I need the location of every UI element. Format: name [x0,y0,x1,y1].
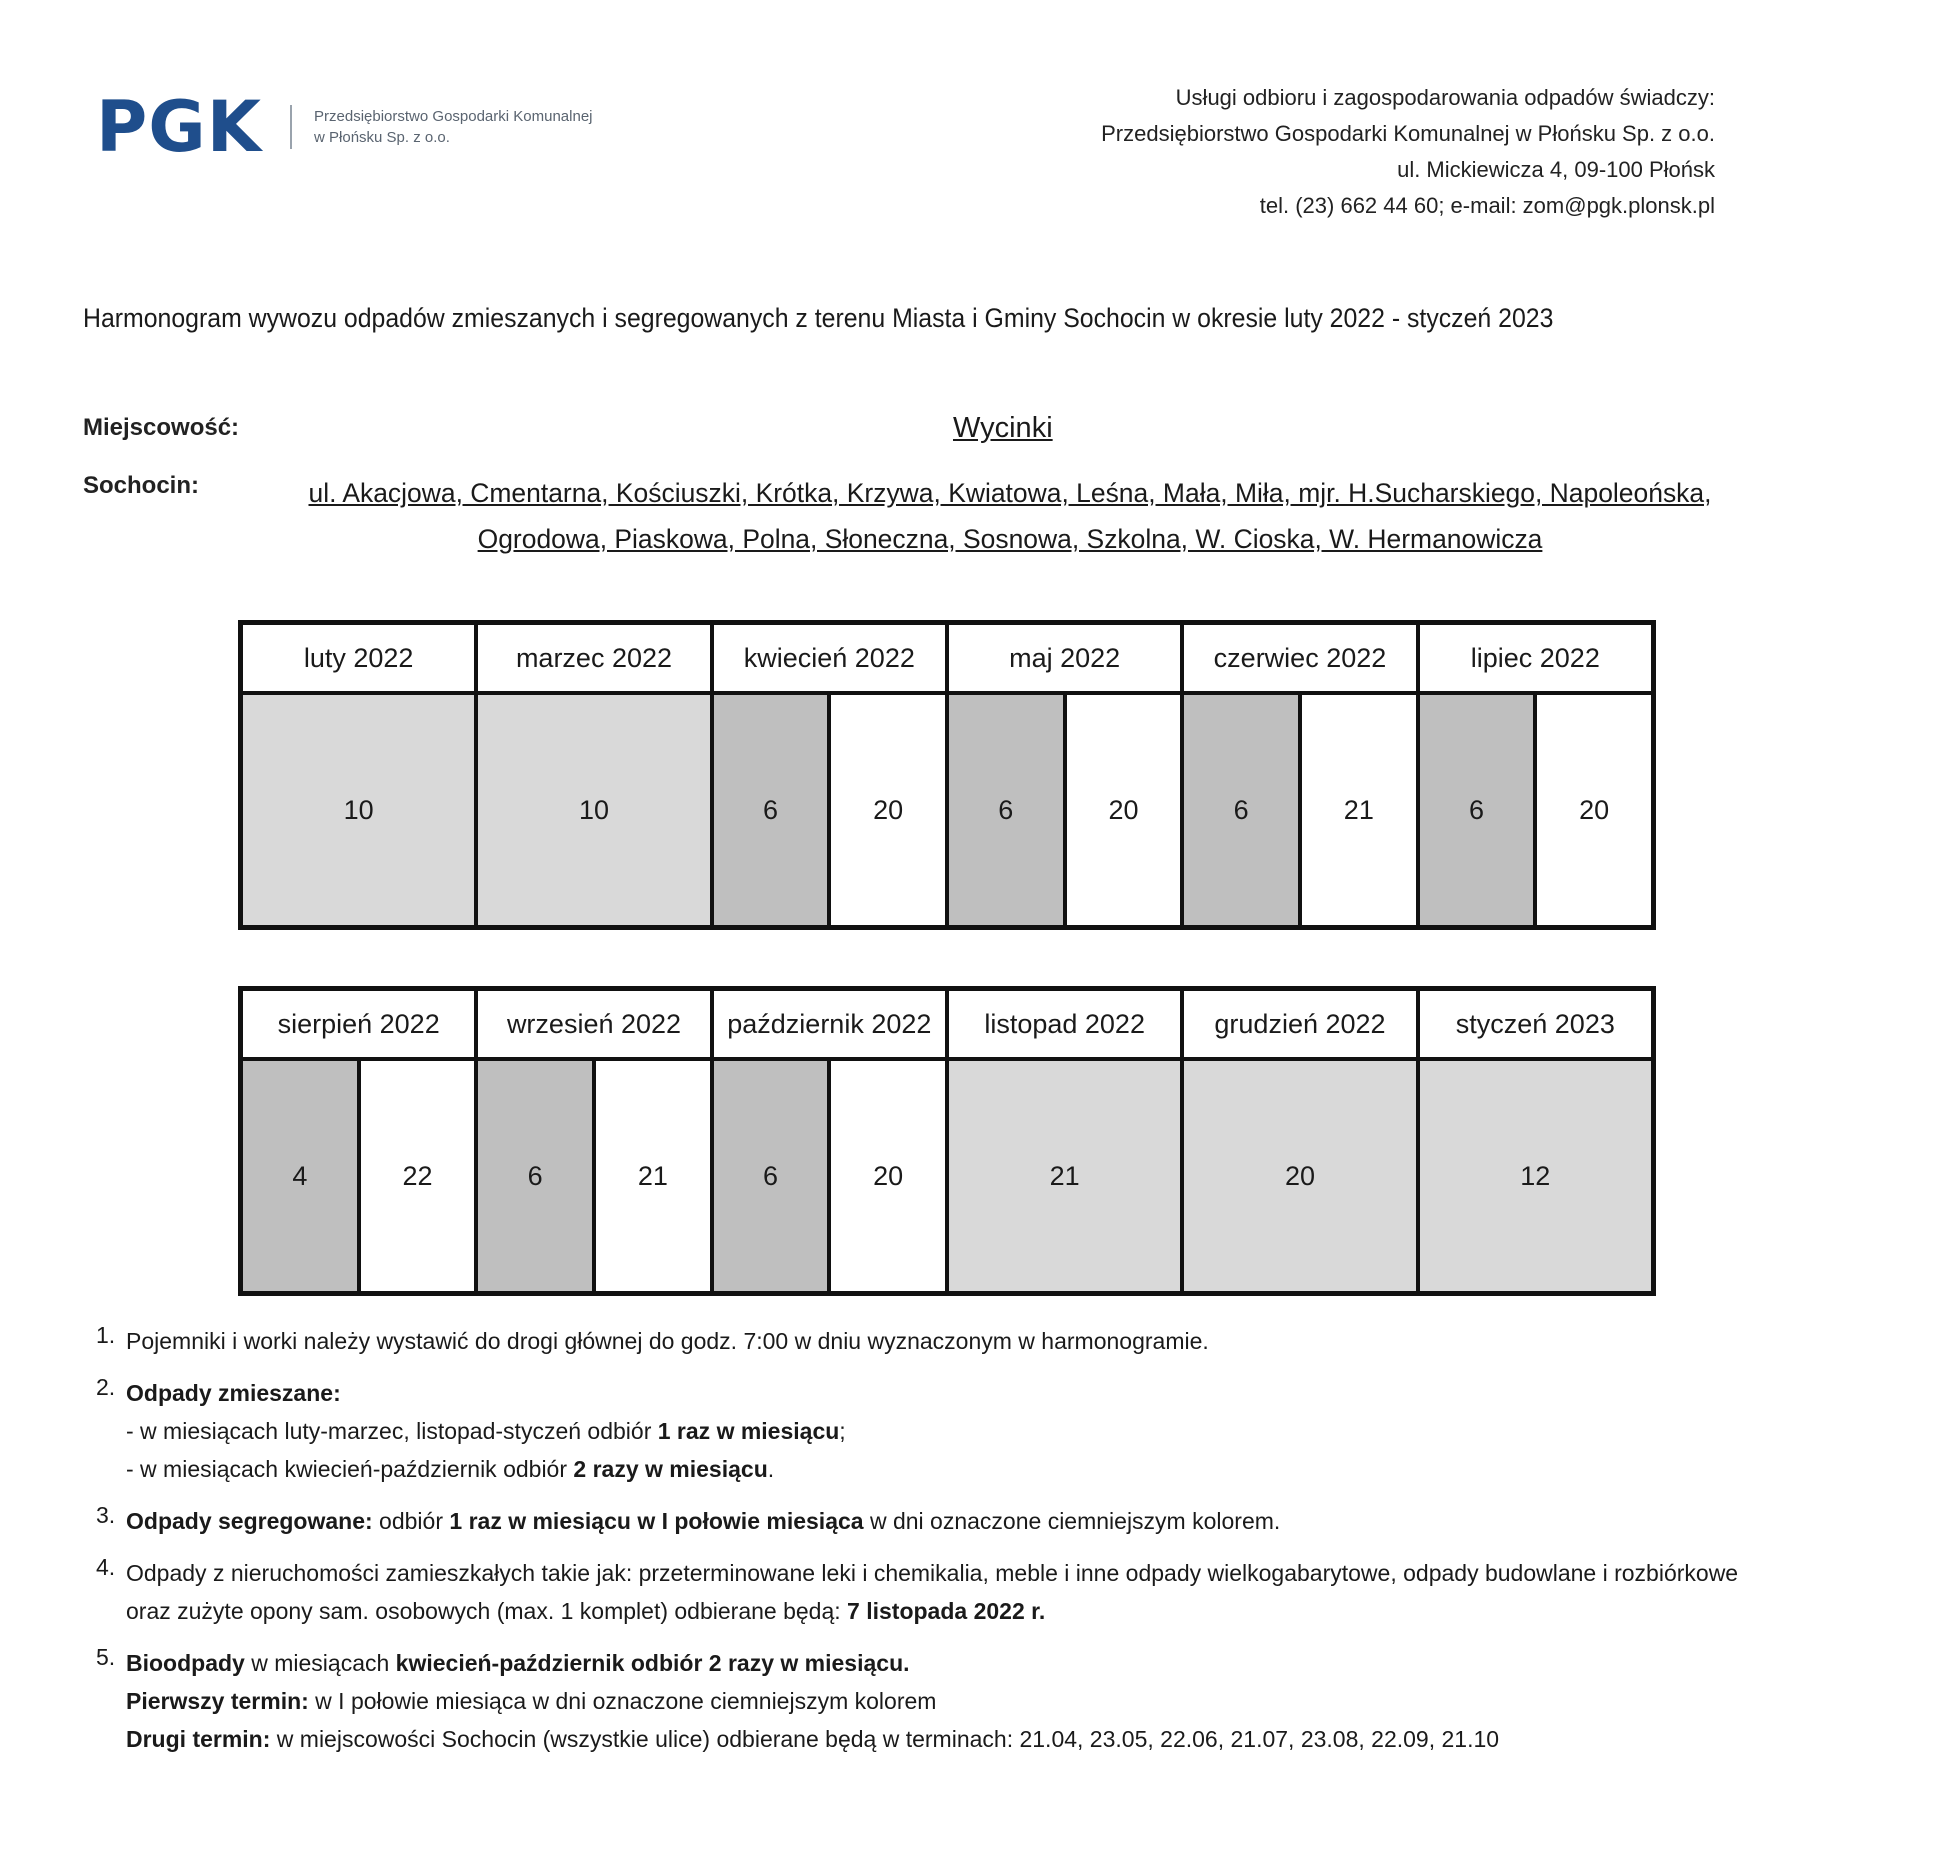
note-2-line-1: - w miesiącach luty-marzec, listopad-styczeń odbiór [126,1418,658,1444]
collection-day-cell: 12 [1420,1061,1651,1291]
note-2-line-1-bold: 1 raz w miesiącu [657,1418,840,1444]
schedule-table-1 [238,620,1656,930]
month-header: listopad 2022 [949,991,1180,1061]
note-5-bold: kwiecień-październik odbiór 2 razy w miesiącu. [395,1650,910,1676]
service-line-3: ul. Mickiewicza 4, 09-100 Płońsk [1397,157,1715,182]
collection-days [949,695,1180,925]
note-5-heading: Bioodpady [126,1650,245,1676]
month-column [478,625,713,925]
collection-day-cell: 6 [714,1061,828,1291]
logo-line-2: w Płońsku Sp. z o.o. [314,129,450,146]
collection-day-cell: 20 [1184,1061,1415,1291]
note-2-line-2: - w miesiącach kwiecień-październik odbiór [126,1456,574,1482]
note-number: 1. [96,1322,116,1348]
month-column [949,991,1184,1291]
collection-days [1420,695,1651,925]
note-4 [96,1554,1816,1630]
note-2 [96,1374,1816,1488]
month-header: luty 2022 [243,625,474,695]
collection-day-cell: 20 [827,1061,945,1291]
locality-label: Miejscowość: [83,414,240,441]
collection-days [949,1061,1180,1291]
note-number: 2. [96,1374,116,1400]
month-header: styczeń 2023 [1420,991,1651,1061]
note-1 [96,1322,1816,1360]
month-header: sierpień 2022 [243,991,474,1061]
month-column [949,625,1184,925]
month-header: kwiecień 2022 [714,625,945,695]
note-4-line-1: Odpady z nieruchomości zamieszkałych takie jak: przeterminowane leki i chemikalia, meble i inne odpady wielkogabarytowe, odpady budowlane i rozbiórkowe [126,1560,1739,1586]
collection-day-cell: 6 [714,695,828,925]
collection-days [243,1061,474,1291]
collection-days [1184,695,1415,925]
service-line-1: Usługi odbioru i zagospodarowania odpadów świadczy: [1175,85,1715,110]
month-column [714,991,949,1291]
note-3 [96,1502,1816,1540]
streets-list [255,470,1764,562]
collection-days [478,1061,709,1291]
collection-day-cell: 10 [478,695,709,925]
note-2-line-2-end: . [767,1456,775,1482]
collection-days [243,695,474,925]
streets-line-1: ul. Akacjowa, Cmentarna, Kościuszki, Krótka, Krzywa, Kwiatowa, Leśna, Mała, Miła, mjr. H.Sucharskiego, Napoleońska, [308,478,1712,508]
note-3-bold: 1 raz w miesiącu w I połowie miesiąca [449,1508,864,1534]
month-header: czerwiec 2022 [1184,625,1415,695]
collection-day-cell: 22 [357,1061,475,1291]
collection-day-cell: 21 [592,1061,710,1291]
note-2-line-1-end: ; [839,1418,846,1444]
note-5 [96,1644,1816,1758]
month-column [243,991,478,1291]
month-header: maj 2022 [949,625,1180,695]
streets-line-2: Ogrodowa, Piaskowa, Polna, Słoneczna, Sosnowa, Szkolna, W. Cioska, W. Hermanowicza [477,524,1543,554]
note-number: 4. [96,1554,116,1580]
month-column [1420,625,1651,925]
month-header: październik 2022 [714,991,945,1061]
second-term-text: w miejscowości Sochocin (wszystkie ulice) odbierane będą w terminach: 21.04, 23.05, 22.06, 21.07, 23.08, 22.09, 21.10 [270,1726,1500,1752]
note-3-heading: Odpady segregowane: [126,1508,373,1534]
month-column [1184,625,1419,925]
collection-day-cell: 21 [1298,695,1416,925]
note-5-text: w miesiącach [244,1650,396,1676]
collection-day-cell: 6 [478,1061,592,1291]
month-header: marzec 2022 [478,625,709,695]
month-header: lipiec 2022 [1420,625,1651,695]
month-header: wrzesień 2022 [478,991,709,1061]
note-2-heading: Odpady zmieszane: [126,1380,341,1406]
collection-days [1184,1061,1415,1291]
second-term-label: Drugi termin: [126,1726,271,1752]
month-column [1420,991,1651,1291]
collection-day-cell: 6 [949,695,1063,925]
collection-days [478,695,709,925]
streets-label: Sochocin: [83,472,200,499]
month-column [714,625,949,925]
logo-mark: PGK [96,86,263,168]
collection-days [1420,1061,1651,1291]
collection-day-cell: 4 [243,1061,357,1291]
service-line-4: tel. (23) 662 44 60; e-mail: zom@pgk.plonsk.pl [1259,193,1715,218]
note-3-text-1: odbiór [372,1508,450,1534]
company-logo [96,86,593,168]
logo-company-name [314,106,592,148]
collection-day-cell: 20 [827,695,945,925]
month-column [478,991,713,1291]
notes-list [96,1322,1816,1772]
note-3-text-2: w dni oznaczone ciemniejszym kolorem. [863,1508,1281,1534]
collection-day-cell: 21 [949,1061,1180,1291]
service-line-2: Przedsiębiorstwo Gospodarki Komunalnej w Płońsku Sp. z o.o. [1101,121,1715,146]
note-4-line-2: oraz zużyte opony sam. osobowych (max. 1 komplet) odbierane będą: [126,1598,848,1624]
month-column [1184,991,1419,1291]
first-term-text: w I połowie miesiąca w dni oznaczone ciemniejszym kolorem [308,1688,937,1714]
locality-value: Wycinki [953,412,1053,444]
collection-day-cell: 20 [1063,695,1181,925]
collection-days [714,1061,945,1291]
note-2-line-2-bold: 2 razy w miesiącu [573,1456,768,1482]
note-number: 5. [96,1644,116,1670]
note-1-text: Pojemniki i worki należy wystawić do drogi głównej do godz. 7:00 w dniu wyznaczonym w harmonogramie. [126,1328,1209,1354]
month-header: grudzień 2022 [1184,991,1415,1061]
first-term-label: Pierwszy termin: [126,1688,309,1714]
page-title: Harmonogram wywozu odpadów zmieszanych i segregowanych z terenu Miasta i Gminy Sochocin w okresie luty 2022 - styczeń 2023 [83,303,1554,333]
month-column [243,625,478,925]
collection-day-cell: 20 [1533,695,1651,925]
service-provider-info [1101,80,1715,224]
logo-line-1: Przedsiębiorstwo Gospodarki Komunalnej [314,108,593,125]
collection-day-cell: 10 [243,695,474,925]
schedule-table-2 [238,986,1656,1296]
collection-day-cell: 6 [1420,695,1534,925]
collection-days [714,695,945,925]
collection-day-cell: 6 [1184,695,1298,925]
note-4-date: 7 listopada 2022 r. [847,1598,1046,1624]
logo-divider [290,105,292,149]
note-number: 3. [96,1502,116,1528]
